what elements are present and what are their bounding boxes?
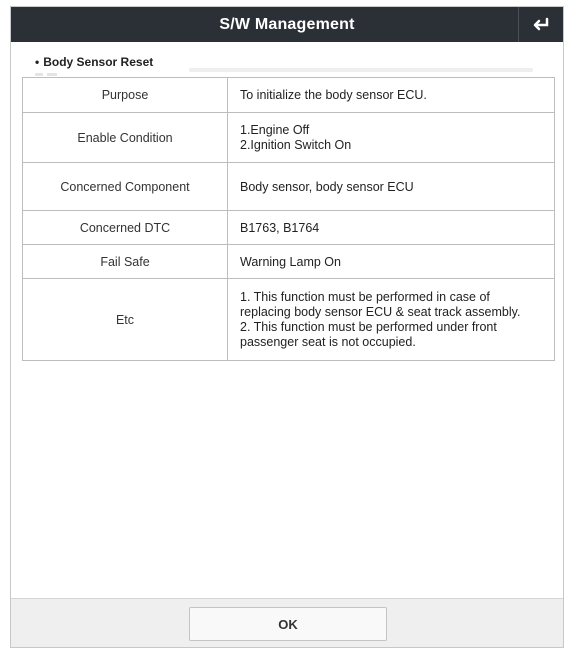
- row-label: Purpose: [23, 78, 228, 113]
- note-line: 2. This function must be performed under front passenger seat is not occupied.: [240, 319, 497, 349]
- section-title: Body Sensor Reset: [43, 55, 154, 69]
- row-label: Fail Safe: [23, 245, 228, 279]
- row-value: B1763, B1764: [228, 211, 555, 245]
- row-value: To initialize the body sensor ECU.: [228, 78, 555, 113]
- sw-management-window: [10, 6, 564, 648]
- row-label: Concerned Component: [23, 163, 228, 211]
- row-label: Concerned DTC: [23, 211, 228, 245]
- condition-line: 2.Ignition Switch On: [240, 137, 352, 152]
- bullet-marker: •: [35, 55, 40, 69]
- condition-line: 1.Engine Off: [240, 122, 310, 137]
- row-value: [228, 113, 555, 163]
- info-table: [22, 77, 555, 361]
- note-line: 1. This function must be performed in case of replacing body sensor ECU & seat track assembly.: [240, 289, 521, 319]
- back-button[interactable]: [518, 7, 563, 42]
- row-value: [228, 279, 555, 361]
- title-bar: [11, 7, 563, 42]
- table-row-concerned-dtc: [23, 211, 555, 245]
- ok-button[interactable]: OK: [189, 607, 387, 641]
- row-label: Etc: [23, 279, 228, 361]
- section-heading: [35, 55, 153, 69]
- row-value: Warning Lamp On: [228, 245, 555, 279]
- header-dots: [35, 73, 57, 76]
- return-arrow-icon: [531, 17, 551, 33]
- table-row-purpose: [23, 78, 555, 113]
- header-divider: [189, 68, 533, 72]
- table-row-concerned-component: [23, 163, 555, 211]
- row-value: Body sensor, body sensor ECU: [228, 163, 555, 211]
- row-label: Enable Condition: [23, 113, 228, 163]
- table-row-fail-safe: [23, 245, 555, 279]
- footer-bar: [11, 598, 563, 647]
- window-title: S/W Management: [219, 15, 355, 33]
- table-row-enable-condition: [23, 113, 555, 163]
- table-row-etc: [23, 279, 555, 361]
